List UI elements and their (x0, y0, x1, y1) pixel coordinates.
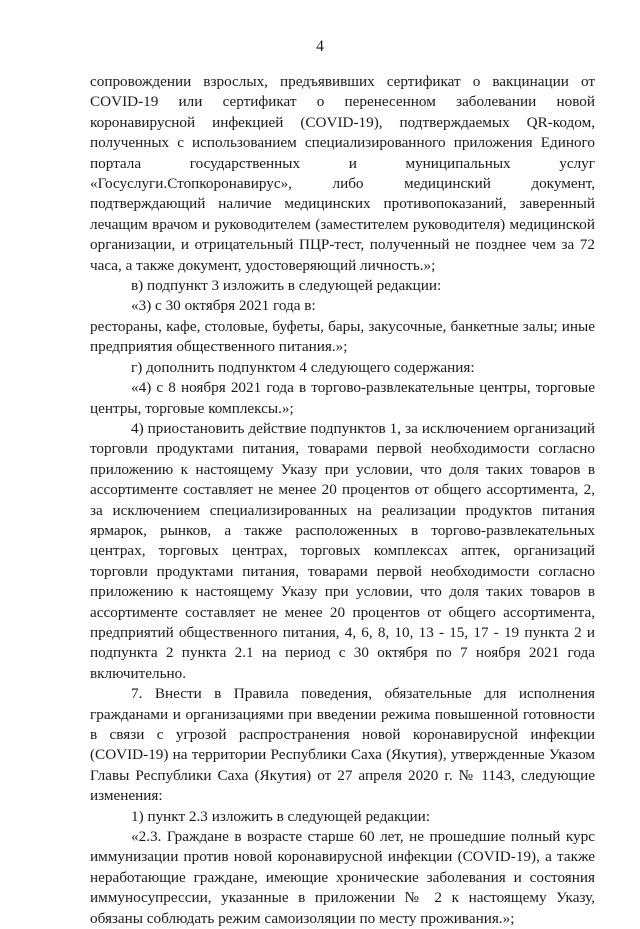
paragraph-vaccination-certificate: сопровождении взрослых, предъявивших сертификат о вакцинации от COVID-19 или сертификат о перенесенном заболевании новой коронавирусной инфекцией (COVID-19), подтверждаемых QR-кодом, полученных с использованием специализированного приложения Единого портала государственных и муниципальных услуг «Госуслуги.Стопкоронавирус», либо медицинский документ, подтверждающий наличие медицинских противопоказаний, заверенный лечащим врачом и руководителем (заместителем руководителя) медицинской организации, и отрицательный ПЦР-тест, полученный не позднее чем за 72 часа, а также документ, удостоверяющий личность.»; (90, 73, 595, 274)
paragraph-point-2-3: 1) пункт 2.3 изложить в следующей редакции: (131, 807, 431, 825)
paragraph-restaurants: рестораны, кафе, столовые, буфеты, бары, закусочные, банкетные залы; иные предприятия общественного питания.»; (90, 317, 595, 356)
paragraph-self-isolation: «2.3. Граждане в возрасте старше 60 лет, не прошедшие полный курс иммунизации против новой коронавирусной инфекции (COVID-19), а также неработающие граждане, имеющие хронические заболевания и состояния иммуносупрессии, указанные в приложении № 2 к настоящему Указу, обязаны соблюдать режим самоизоляции по месту проживания.»; (90, 828, 595, 927)
paragraph-subpoint-3: «3) с 30 октября 2021 года в: (131, 297, 316, 315)
document-body (90, 72, 595, 929)
page-number: 4 (316, 38, 324, 55)
paragraph-suspend-subpoints: 4) приостановить действие подпунктов 1, за исключением организаций торговли продуктами питания, товарами первой необходимости согласно приложению к настоящему Указу при условии, что доля таких товаров в ассортименте составляет не менее 20 процентов от общего ассортимента, 2, за исключением специализированных на реализации продуктов питания ярмарок, рынков, а также расположенных в торгово-развлекательных центрах, торговых центрах, торговых комплексах аптек, организаций торговли продуктами питания, товарами первой необходимости согласно приложению к настоящему Указу при условии, что доля таких товаров в ассортименте составляет не менее 20 процентов от общего ассортимента, предприятий общественного питания, 4, 6, 8, 10, 13 - 15, 17 - 19 пункта 2 и подпункта 2 пункта 2.1 на период с 30 октября по 7 ноября 2021 года включительно. (90, 419, 595, 682)
paragraph-subpoint-g: г) дополнить подпунктом 4 следующего содержания: (131, 358, 475, 376)
paragraph-item-7: 7. Внести в Правила поведения, обязательные для исполнения гражданами и организациями при введении режима повышенной готовности в связи с угрозой распространения новой коронавирусной инфекции (COVID-19) на территории Республики Саха (Якутия), утвержденные Указом Главы Республики Саха (Якутия) от 27 апреля 2020 г. № 1143, следующие изменения: (90, 685, 595, 805)
paragraph-subpoint-4: «4) с 8 ноября 2021 года в торгово-развлекательные центры, торговые центры, торговые комплексы.»; (90, 379, 595, 417)
paragraph-subpoint-v: в) подпункт 3 изложить в следующей редакции: (131, 277, 442, 295)
